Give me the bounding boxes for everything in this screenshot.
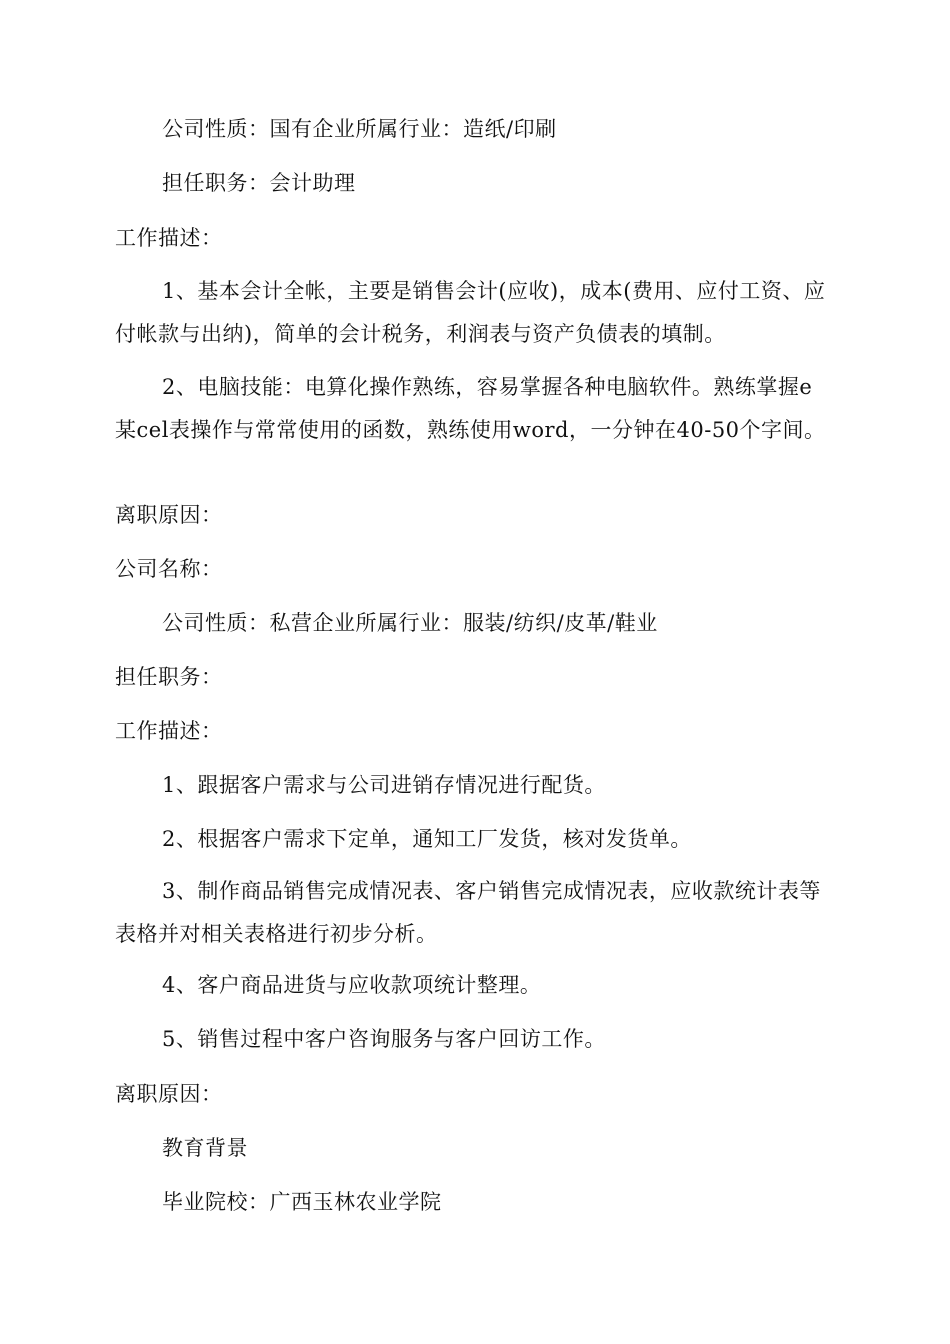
graduate-school: 毕业院校：广西玉林农业学院	[162, 1190, 442, 1214]
education-heading: 教育背景	[162, 1136, 248, 1160]
company-nature-2: 公司性质：私营企业所属行业：服装/纺织/皮革/鞋业	[162, 611, 658, 635]
duty-item-5: 5、销售过程中客户咨询服务与客户回访工作。	[162, 1027, 606, 1051]
job-description-heading-1: 工作描述：	[115, 226, 223, 250]
leaving-reason-1: 离职原因：	[115, 503, 223, 527]
duty-item-3: 3、制作商品销售完成情况表、客户销售完成情况表，应收款统计表等表格并对相关表格进行初步分析。	[115, 879, 821, 946]
duty-item-1: 1、跟据客户需求与公司进销存情况进行配货。	[162, 773, 606, 797]
duty-paragraph-2: 2、电脑技能：电算化操作熟练，容易掌握各种电脑软件。熟练掌握e某cel表操作与常常使用的函数，熟练使用word，一分钟在40-50个字间。	[115, 375, 826, 442]
duty-paragraph-1: 1、基本会计全帐，主要是销售会计(应收)，成本(费用、应付工资、应付帐款与出纳)，简单的会计税务，利润表与资产负债表的填制。	[115, 279, 826, 346]
company-name: 公司名称：	[115, 557, 223, 581]
position-1: 担任职务：会计助理	[162, 171, 356, 195]
position-2: 担任职务：	[115, 665, 223, 689]
job-description-heading-2: 工作描述：	[115, 719, 223, 743]
duty-item-2: 2、根据客户需求下定单，通知工厂发货，核对发货单。	[162, 827, 692, 851]
duty-item-4: 4、客户商品进货与应收款项统计整理。	[162, 973, 542, 997]
company-nature-1: 公司性质：国有企业所属行业：造纸/印刷	[162, 117, 557, 141]
leaving-reason-2: 离职原因：	[115, 1082, 223, 1106]
